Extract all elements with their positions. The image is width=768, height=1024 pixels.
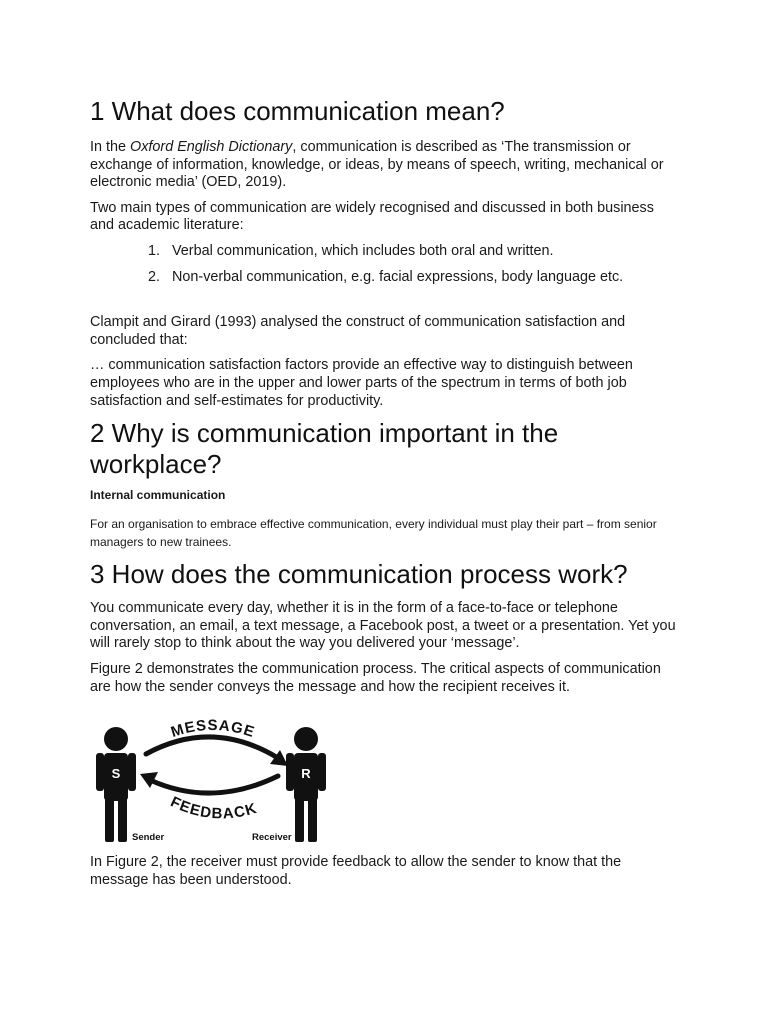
section-1-heading: 1 What does communication mean? xyxy=(90,96,505,126)
sender-letter: S xyxy=(111,766,121,782)
list-text: Non-verbal communication, e.g. facial expressions, body language etc. xyxy=(172,268,624,285)
s1-quote: … communication satisfaction factors provide an effective way to distinguish between employees who are in the upper and lower parts of the spectrum in terms of both job satisfaction and self-estimates for productivity. xyxy=(90,357,633,409)
message-arrow-icon xyxy=(146,737,288,766)
s1-paragraph-clampit: Clampit and Girard (1993) analysed the construct of communication satisfaction and concluded that: xyxy=(90,314,626,348)
internal-communication-subheading: Internal communication xyxy=(90,488,226,503)
section-3-heading: 3 How does the communication process work? xyxy=(90,559,628,590)
s3-paragraph-figure: Figure 2 demonstrates the communication process. The critical aspects of communication are how the sender conveys the message and how the recipient receives it. xyxy=(90,660,661,695)
message-label-path: MESSAGE xyxy=(168,717,258,742)
communication-process-figure xyxy=(92,710,342,846)
sender-person-icon xyxy=(96,727,136,842)
s1-p1-end: , communication is described as ‘The transmission or exchange of information, knowledge, or ideas, by means of speech, writing, mechanical or electronic media’ (OED, 2019). xyxy=(90,139,664,191)
list-number: 1. xyxy=(148,242,161,259)
s1-p1-italic: Oxford English Dictionary xyxy=(130,139,293,155)
document-page xyxy=(90,96,680,889)
s3-paragraph-everyday: You communicate every day, whether it is in the form of a face-to-face or telephone conversation, an email, a text message, a Facebook post, a tweet or a presentation. Yet you will rarely stop to think about the way you delivered your ‘message’. xyxy=(90,600,676,652)
feedback-label xyxy=(168,794,259,823)
section-2-heading: 2 Why is communication important in the workplace? xyxy=(90,418,559,480)
s1-paragraph-types: Two main types of communication are widely recognised and discussed in both business and academic literature: xyxy=(90,199,654,234)
feedback-label-path: FEEDBACK xyxy=(167,793,260,823)
s2-paragraph: For an organisation to embrace effective communication, every individual must play their part – from senior managers to new trainees. xyxy=(90,517,657,549)
list-text: Verbal communication, which includes both oral and written. xyxy=(172,242,554,259)
list-number: 2. xyxy=(148,268,161,285)
receiver-label: Receiver xyxy=(252,832,292,844)
s3-paragraph-feedback: In Figure 2, the receiver must provide feedback to allow the sender to know that the message has been understood. xyxy=(90,854,622,888)
s1-p1-start: In the xyxy=(90,139,131,155)
list-item xyxy=(90,269,680,287)
list-item xyxy=(90,243,680,261)
receiver-letter: R xyxy=(301,766,311,782)
sender-label: Sender xyxy=(132,832,165,844)
receiver-person-icon xyxy=(286,727,326,842)
feedback-arrow-icon xyxy=(140,772,278,793)
communication-diagram xyxy=(92,710,342,846)
s1-paragraph-definition xyxy=(90,139,680,192)
types-list xyxy=(90,243,680,286)
